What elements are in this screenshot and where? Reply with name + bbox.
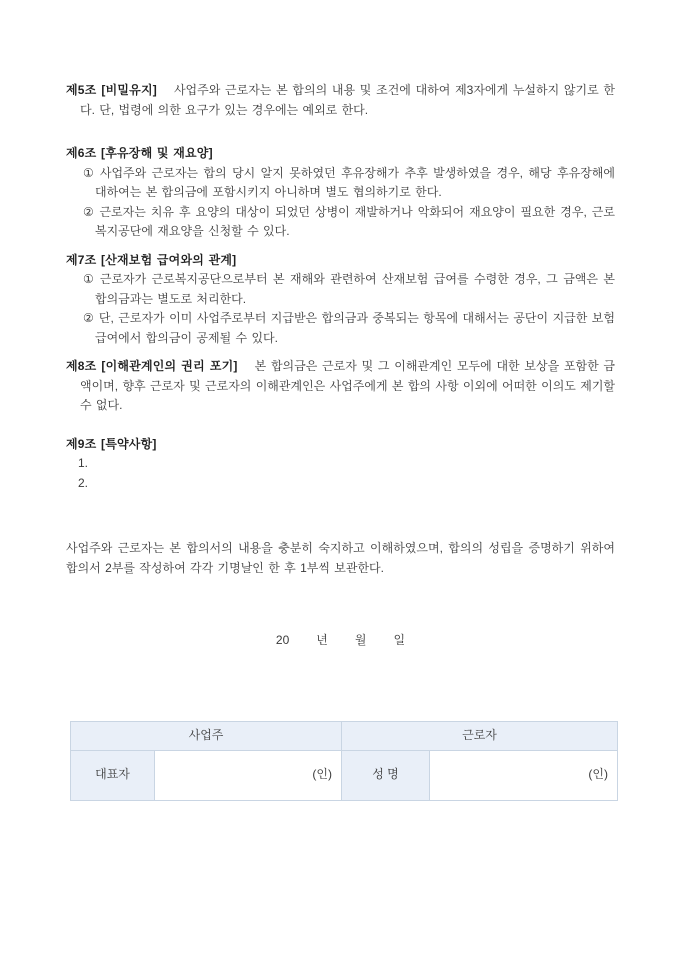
signature-table [70, 721, 618, 801]
name-label-cell: 성 명 [342, 750, 430, 800]
name-seal-cell: (인) [430, 750, 618, 800]
clause-text: 근로자가 근로복지공단으로부터 본 재해와 관련하여 산재보험 급여를 수령한 경우, 그 금액은 본 합의금과는 별도로 처리한다. [95, 272, 615, 306]
article-8-title: 제8조 [이해관계인의 권리 포기] [66, 359, 238, 373]
clause-text: 사업주와 근로자는 합의 당시 알지 못하였던 후유장해가 추후 발생하였을 경우, 해당 후유장해에 대하여는 본 합의금에 포함시키지 아니하며 별도 협의하기로 한다. [95, 165, 615, 199]
clause-marker: ② [83, 311, 94, 325]
representative-seal-cell: (인) [155, 750, 342, 800]
article-7-clause-1 [66, 270, 615, 309]
article-8 [66, 357, 615, 416]
article-5-body: 사업주와 근로자는 본 합의의 내용 및 조건에 대하여 제3자에게 누설하지 않기로 한다. 단, 법령에 의한 요구가 있는 경우에는 예외로 한다. [80, 83, 615, 117]
representative-label-cell: 대표자 [71, 750, 155, 800]
special-clause-2: 2. [78, 475, 89, 490]
article-7 [66, 251, 615, 349]
article-8-body: 본 합의금은 근로자 및 그 이해관계인 모두에 대한 보상을 포함한 금액이며, 향후 근로자 및 근로자의 이해관계인은 사업주에게 본 합의 사항 이외에 어떠한 이의도 제기할 수 없다. [80, 359, 616, 412]
article-6-title-line [66, 144, 615, 164]
clause-marker: ① [83, 272, 95, 286]
article-6 [66, 144, 615, 242]
clause-marker: ① [83, 165, 95, 180]
date-month-label: 월 [354, 633, 367, 647]
employer-header-cell: 사업주 [71, 721, 342, 750]
article-9 [66, 435, 615, 494]
article-5 [66, 81, 615, 120]
article-6-clause-2 [66, 203, 615, 242]
article-9-title-line [66, 435, 615, 455]
signature-table-header-row [71, 721, 618, 750]
date-day-label: 일 [393, 633, 406, 647]
article-7-clause-2 [66, 309, 615, 348]
special-clause-1: 1. [78, 456, 89, 470]
article-5-title: 제5조 [비밀유지] [66, 83, 157, 97]
article-6-clause-1 [66, 164, 615, 203]
closing-paragraph: 사업주와 근로자는 본 합의서의 내용을 충분히 숙지하고 이해하였으며, 합의의 성립을 증명하기 위하여 합의서 2부를 작성하여 각각 기명날인 한 후 1부씩 보관한다. [66, 541, 615, 575]
signature-table-body-row [71, 750, 618, 800]
clause-marker: ② [83, 204, 95, 219]
date-year-prefix: 20 [275, 633, 290, 647]
article-7-title: 제7조 [산재보험 급여와의 관계] [66, 252, 237, 267]
worker-header-cell: 근로자 [342, 721, 618, 750]
document-content [66, 81, 615, 801]
article-6-title: 제6조 [후유장해 및 재요양] [66, 146, 213, 160]
clause-text: 근로자는 치유 후 요양의 대상이 되었던 상병이 재발하거나 악화되어 재요양이 필요한 경우, 근로복지공단에 재요양을 신청할 수 있다. [95, 204, 615, 238]
date-year-label: 년 [316, 633, 328, 647]
article-9-title: 제9조 [특약사항] [66, 436, 157, 451]
article-7-title-line [66, 251, 615, 271]
clause-text: 단, 근로자가 이미 사업주로부터 지급받은 합의금과 중복되는 항목에 대해서는 공단이 지급한 보험급여에서 합의금이 공제될 수 있다. [95, 311, 615, 345]
date-line [66, 631, 615, 651]
